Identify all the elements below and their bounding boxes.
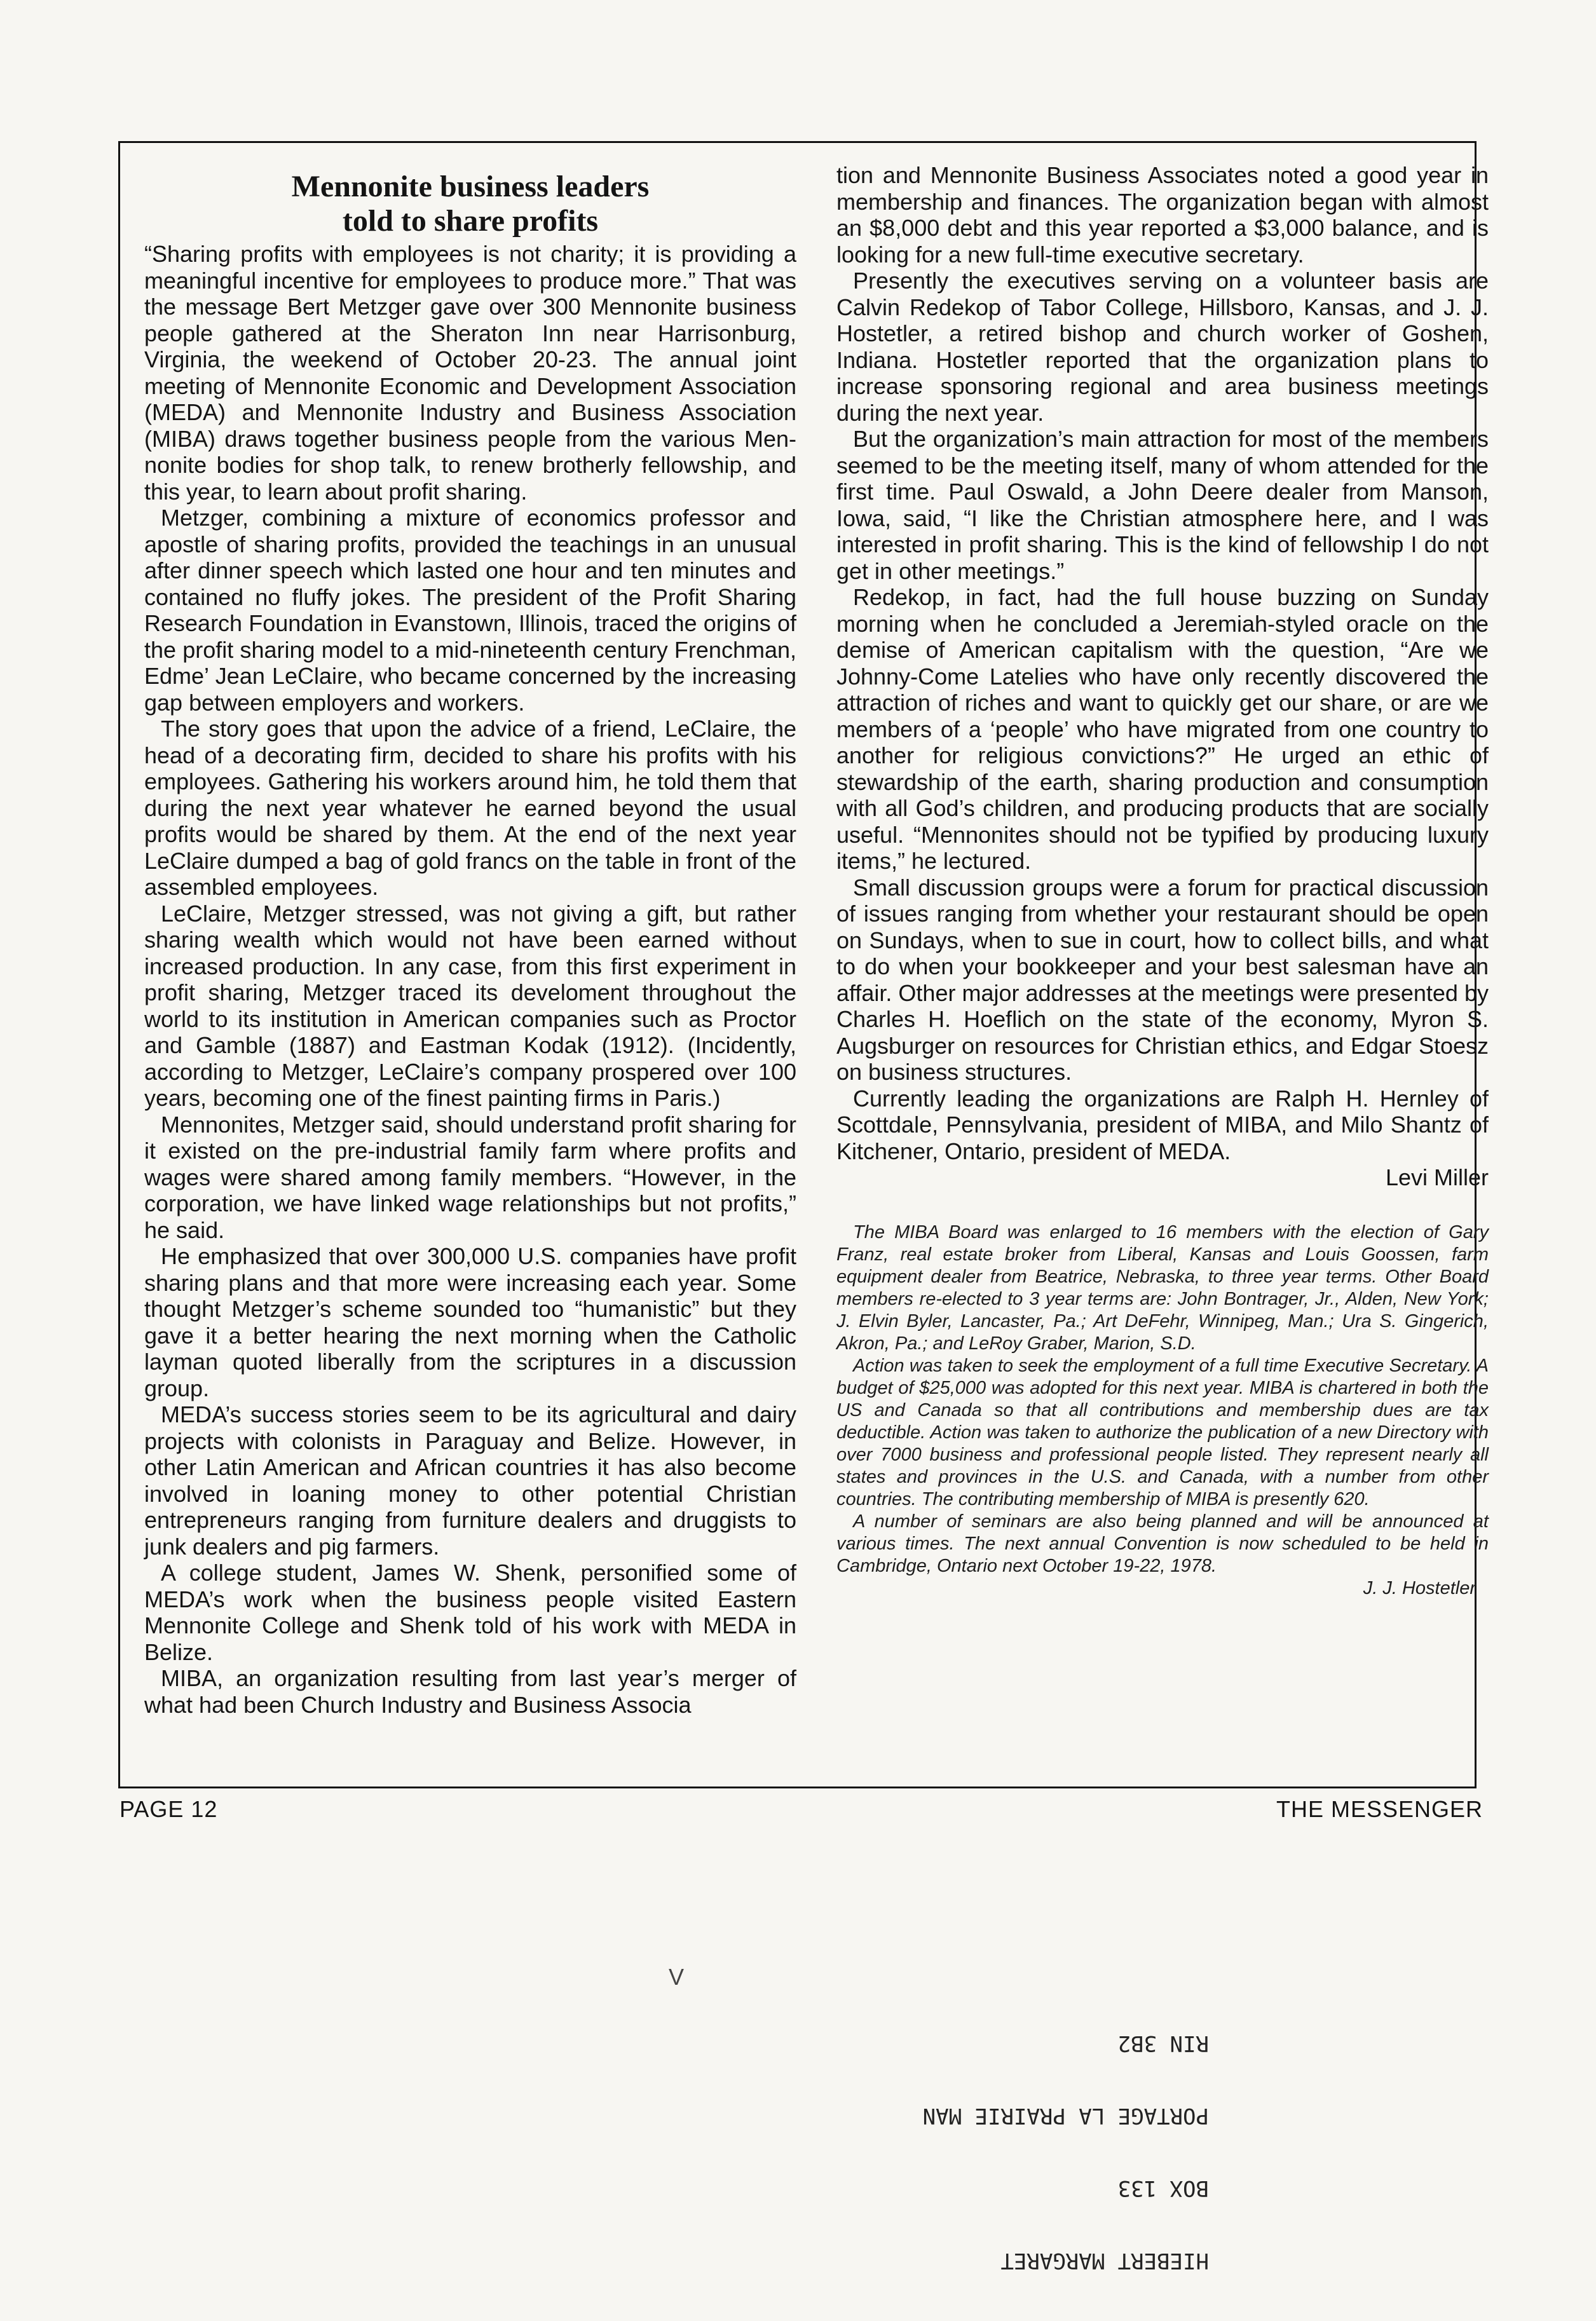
page-number: PAGE 12 bbox=[119, 1796, 218, 1822]
body-paragraph: “Sharing profits with employees is not charity; it is providing a meaningful incentive for employees to produce more.” That was the message Bert Metzger gave over 300 Mennonite business people gathered at the Sheraton Inn near Harrisonburg, Virginia, the weekend of October 20-23. The annual joint meeting of Mennonite Economic and Development Association (MEDA) and Mennonite Industry and Business Association (MIBA) draws together business people from the various Mennonite bodies for shop talk, to renew brotherly fellowship, and this year, to learn about profit sharing. bbox=[144, 241, 796, 505]
body-paragraph: He emphasized that over 300,000 U.S. companies have profit sharing plans and that more were increasing each year. Some thought Metzger’s scheme sounded too “humanistic” but they gave it a better hearing the next morning when the Catholic layman quoted liberally from the scriptures in a discussion group. bbox=[144, 1243, 796, 1401]
address-line: RIN 3B2 bbox=[1117, 2031, 1209, 2056]
body-paragraph: But the organization’s main attraction for most of the members seemed to be the meeting itself, many of whom attended for the first time. Paul Oswald, a John Deere dealer from Manson, Iowa, said, “I like the Christian atmosphere here, and I was interested in profit sharing. This is the kind of fellowship I do not get in other meetings.” bbox=[836, 426, 1489, 584]
address-line: PORTAGE LA PRAIRIE MAN bbox=[922, 2103, 1209, 2128]
article-frame bbox=[118, 141, 1489, 1788]
right-column bbox=[836, 162, 1489, 1600]
note-signature: J. J. Hostetler bbox=[1363, 1577, 1476, 1598]
body-paragraph: Presently the executives serving on a volunteer basis are Calvin Redekop of Tabor College, Hillsboro, Kansas, and J. J. Hostetler, a retired bishop and church worker of Goshen, Indiana. Hostetler reported that the organization plans to increase sponsoring regional and area business meetings during the next year. bbox=[836, 268, 1489, 426]
body-paragraph: A college student, James W. Shenk, personified some of MEDA’s work when the business people visited Eastern Mennonite College and Shenk told of his work with MEDA in Belize. bbox=[144, 1560, 796, 1665]
headline-line-1: Mennonite business leaders bbox=[291, 170, 650, 203]
publication-name: THE MESSENGER bbox=[1276, 1796, 1483, 1822]
note-paragraph: A number of seminars are also being planned and will be announced at various times. The next annual Convention is now scheduled to be held in Cambridge, Ontario next October 19-22, 1978. bbox=[836, 1511, 1489, 1576]
handwritten-mark: V bbox=[669, 1964, 685, 1990]
article-byline: Levi Miller bbox=[1385, 1164, 1489, 1190]
body-paragraph: tion and Mennonite Business Associates noted a good year in membership and finances. The organization began with almost an $8,000 debt and this year reported a $3,000 balance, and is looking for a new full-time executive secretary. bbox=[836, 162, 1489, 268]
note-paragraph: Action was taken to seek the employment of a full time Executive Secretary. A budget of $25,000 was adopted for this next year. MIBA is chartered in both the US and Canada so that all contributions and membership dues are tax deductible. Action was taken to authorize the publication of a new Directory with over 7000 business and professional people listed. They represent nearly all states and provinces in the U.S. and Canada, with a number from other countries. The contributing membership of MIBA is presently 620. bbox=[836, 1355, 1489, 1509]
body-paragraph: Metzger, combining a mixture of economics professor and apostle of sharing profits, provided the teachings in an unusual after dinner speech which lasted one hour and ten minutes and contained no fluffy jokes. The president of the Profit Sharing Research Foundation in Evanstown, Illinois, traced the origins of the profit sharing model to a mid-nineteenth century Frenchman, Edme’ Jean LeClaire, who became concerned by the increasing gap between employers and workers. bbox=[144, 505, 796, 716]
mailing-address-label bbox=[805, 2007, 1209, 2321]
left-column bbox=[144, 162, 796, 1718]
body-paragraph: MIBA, an organization resulting from last year’s merger of what had been Church Industry and Business Associa bbox=[144, 1665, 796, 1718]
body-paragraph: Mennonites, Metzger said, should understand profit sharing for it existed on the pre-industrial family farm where profits and wages were shared among family members. “However, in the corporation, we have linked wage relationships but not profits,” he said. bbox=[144, 1111, 796, 1243]
closing-paragraph: Currently leading the organizations are Ralph H. Hernley of Scottdale, Pennsylvania, president of MIBA, and Milo Shantz of Kitchener, Ontario, president of MEDA. bbox=[836, 1085, 1489, 1164]
article-headline bbox=[144, 170, 796, 238]
headline-line-2: told to share profits bbox=[342, 204, 599, 238]
board-note bbox=[836, 1222, 1489, 1600]
address-line: HIEBERT MARGARET bbox=[1000, 2248, 1209, 2273]
note-paragraph: The MIBA Board was enlarged to 16 members with the election of Gary Franz, real estate broker from Liberal, Kansas and Louis Goossen, farm equipment dealer from Beatrice, Nebraska, to three year terms. Other Board members re-elected to 3 year terms are: John Bontrager, Jr., Alden, New York; J. Elvin Byler, Lancaster, Pa.; Art DeFehr, Winnipeg, Man.; Ura S. Gingerich, Akron, Pa.; and LeRoy Graber, Marion, S.D. bbox=[836, 1222, 1489, 1354]
body-paragraph: Redekop, in fact, had the full house buzzing on Sunday morning when he concluded a Jeremiah-styled oracle on the demise of American capitalism with the question, “Are we Johnny-Come Latelies who have only recently discovered the attraction of riches and want to quickly get our share, or are we members of a ‘people’ who have migrated from one country to another for religious convictions?” He urged an ethic of stewardship of the earth, sharing production and consumption with all God’s children, and producing products that are socially useful. “Mennonites should not be typified by producing luxury items,” he lectured. bbox=[836, 584, 1489, 874]
body-paragraph: The story goes that upon the advice of a friend, LeClaire, the head of a decorating firm, decided to share his profits with his employees. Gathering his workers around him, he told them that during the next year whatever he earned beyond the usual profits would be shared by them. At the end of the next year LeClaire dumped a bag of gold francs on the table in front of the assembled employees. bbox=[144, 716, 796, 900]
address-line: BOX 133 bbox=[1117, 2175, 1209, 2201]
body-paragraph: Small discussion groups were a forum for practical discussion of issues ranging from whether your restaurant should be open on Sundays, when to sue in court, how to collect bills, and what to do when your bookkeeper and your best salesman have an affair. Other major addresses at the meetings were presented by Charles H. Hoeflich on the state of the economy, Myron S. Augsburger on resources for Christian ethics, and Edgar Stoesz on business structures. bbox=[836, 874, 1489, 1085]
body-paragraph: MEDA’s success stories seem to be its agricultural and dairy projects with colonists in Paraguay and Belize. However, in other Latin American and African countries it has also become involved in loaning money to other potential Christian entrepreneurs ranging from furniture dealers and druggists to junk dealers and pig farmers. bbox=[144, 1401, 796, 1560]
body-paragraph: LeClaire, Metzger stressed, was not giving a gift, but rather sharing wealth which would not have been earned without increased production. In any case, from this first experiment in profit sharing, Metzger traced its develoment throughout the world to its institution in American companies such as Proctor and Gamble (1887) and Eastman Kodak (1912). (Incidently, according to Metzger, LeClaire’s company prospered over 100 years, becoming one of the finest painting firms in Paris.) bbox=[144, 900, 796, 1111]
